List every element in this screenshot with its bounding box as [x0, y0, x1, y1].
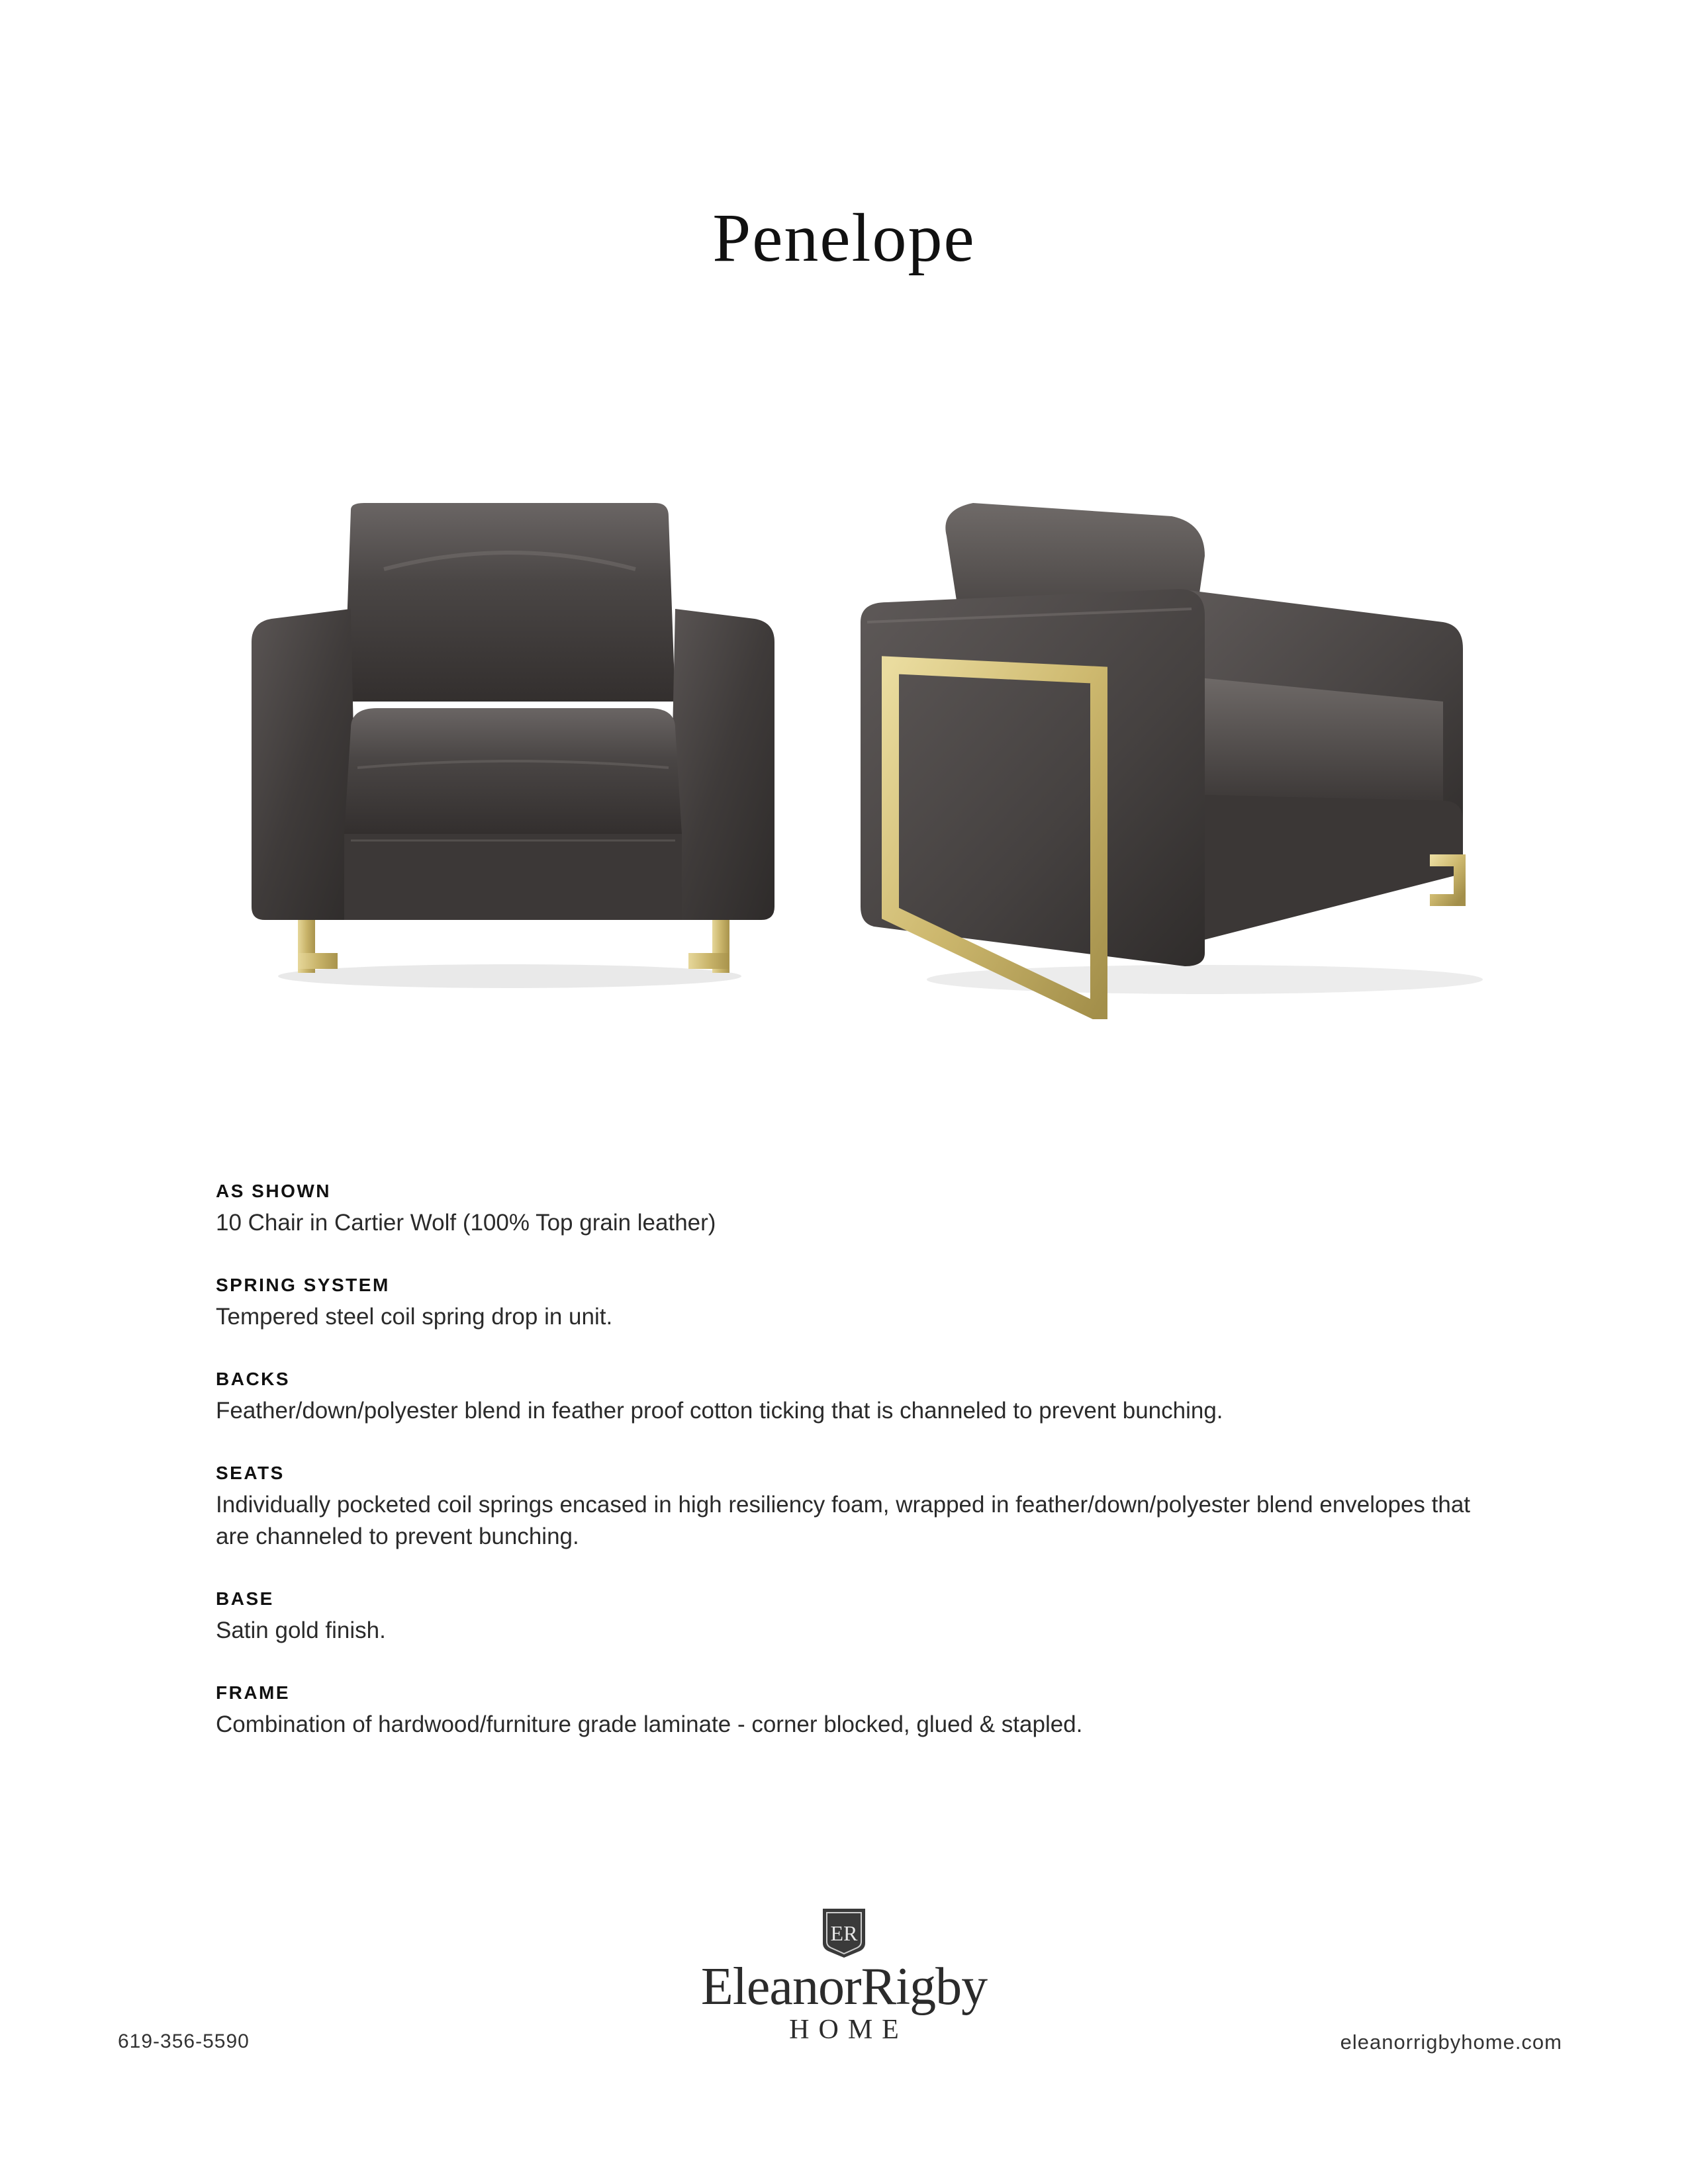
- spec-value: Individually pocketed coil springs encased in high resiliency foam, wrapped in feather/down/polyester blend envelopes that are channeled to prevent bunching.: [216, 1492, 1471, 1549]
- spec-value: 10 Chair in Cartier Wolf (100% Top grain leather): [216, 1210, 716, 1236]
- brand-subtitle: HOME: [789, 2015, 908, 2045]
- spec-list: [216, 1178, 1507, 1774]
- footer-phone: 619-356-5590: [118, 2030, 250, 2052]
- spec-seats: [216, 1460, 1507, 1553]
- spec-label: SPRING SYSTEM: [216, 1275, 390, 1295]
- product-photos: [252, 490, 1509, 1019]
- leather-armchair-angle-icon: [861, 490, 1496, 1019]
- brand-logo: [645, 1906, 1043, 2052]
- spec-frame: [216, 1680, 1507, 1741]
- spec-spring-system: [216, 1272, 1507, 1333]
- spec-value: Feather/down/polyester blend in feather proof cotton ticking that is channeled to prevent bunching.: [216, 1398, 1223, 1424]
- spec-label: BASE: [216, 1588, 274, 1609]
- spec-value: Tempered steel coil spring drop in unit.: [216, 1304, 613, 1330]
- spec-label: FRAME: [216, 1682, 291, 1703]
- footer-website-link[interactable]: eleanorrigbyhome.com: [1340, 2030, 1562, 2054]
- spec-as-shown: [216, 1178, 1507, 1239]
- leather-armchair-front-icon: [252, 490, 781, 993]
- spec-value: Satin gold finish.: [216, 1617, 386, 1643]
- spec-label: SEATS: [216, 1463, 285, 1483]
- spec-label: BACKS: [216, 1369, 291, 1389]
- spec-label: AS SHOWN: [216, 1181, 331, 1201]
- brand-name: EleanorRigby: [700, 1958, 988, 2016]
- spec-value: Combination of hardwood/furniture grade laminate - corner blocked, glued & stapled.: [216, 1711, 1083, 1737]
- page-title: Penelope: [712, 200, 976, 276]
- er-monogram-icon: [818, 1906, 870, 1959]
- svg-text:ER: ER: [830, 1921, 858, 1945]
- spec-base: [216, 1586, 1507, 1647]
- spec-backs: [216, 1366, 1507, 1427]
